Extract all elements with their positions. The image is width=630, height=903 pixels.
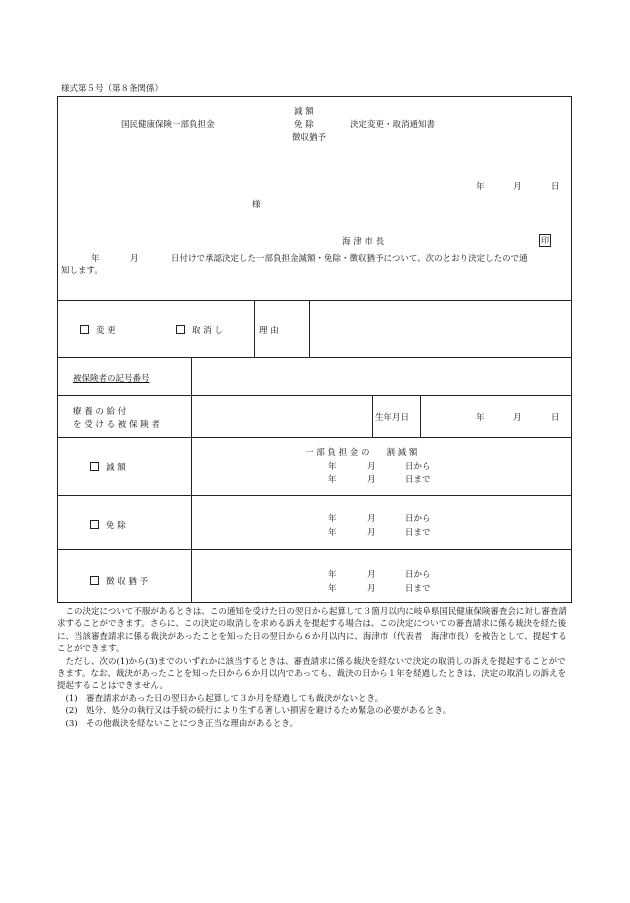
divider	[57, 437, 572, 438]
birthdate-month: 月	[513, 413, 522, 423]
divider	[57, 495, 572, 496]
title-main-right: 決定変更・取消通知書	[350, 120, 436, 130]
condition-item: (3) その他裁決を経ないことにつき正当な理由があるとき。	[65, 718, 299, 729]
reduction-to-day: 日まで	[405, 475, 431, 485]
checkbox-icon[interactable]	[90, 462, 99, 471]
checkbox-icon[interactable]	[176, 325, 185, 334]
divider	[57, 300, 572, 301]
benefit-label-2: を 受 け る 被 保 険 者	[73, 420, 160, 430]
intro-year: 年	[91, 254, 100, 264]
deferral-from-year: 年	[328, 570, 337, 580]
checkbox-icon[interactable]	[90, 520, 99, 529]
exemption-to-day: 日まで	[405, 528, 431, 538]
birthdate-day: 日	[551, 413, 560, 423]
intro-text: 日付けで承認決定した一部負担金減額・免除・徴収猶予について、次のとおり決定したので通	[171, 254, 528, 264]
insured-number-label: 被保険者の記号番号	[73, 374, 150, 384]
change-checkbox[interactable]: 変 更	[80, 324, 116, 336]
form-frame	[57, 96, 572, 603]
divider	[57, 395, 572, 396]
title-option-reduction: 減 額	[294, 107, 314, 117]
divider	[420, 395, 421, 437]
seal-mark: 印	[541, 236, 549, 245]
exemption-checkbox[interactable]: 免 除	[90, 519, 126, 531]
date-month: 月	[513, 182, 522, 192]
divider	[309, 300, 310, 357]
deferral-to-year: 年	[328, 584, 337, 594]
reduction-from-month: 月	[367, 462, 376, 472]
divider	[191, 357, 192, 603]
divider	[254, 300, 255, 357]
reduction-to-month: 月	[367, 475, 376, 485]
intro-month: 月	[130, 254, 139, 264]
deferral-to-day: 日まで	[405, 584, 431, 594]
divider	[57, 357, 572, 358]
benefit-label-1: 療 養 の 給 付	[73, 407, 127, 417]
divider	[57, 549, 572, 550]
date-year: 年	[476, 182, 485, 192]
exemption-from-month: 月	[367, 514, 376, 524]
reason-label: 理 由	[259, 326, 279, 336]
deferral-to-month: 月	[367, 584, 376, 594]
cancel-checkbox[interactable]: 取 消 し	[176, 324, 223, 336]
deferral-from-month: 月	[367, 570, 376, 580]
exemption-to-year: 年	[328, 528, 337, 538]
reduction-from-day: 日から	[405, 462, 431, 472]
exemption-to-month: 月	[367, 528, 376, 538]
note-paragraph: ただし、次の(1)から(3)までのいずれかに該当するときは、審査請求に係る裁決を経ないで決定の取消しの訴えを提起することができます。なお、裁決があったことを知った日から６か月以内であっても、裁決の日から１年を経過したときは、決定の取消しの訴えを提起することはできません。	[57, 656, 567, 692]
intro-text-cont: 知します。	[61, 266, 103, 276]
title-main-left: 国民健康保険一部負担金	[121, 120, 215, 130]
title-option-deferral: 徴収猶予	[292, 133, 327, 143]
notes	[57, 606, 572, 730]
exemption-from-day: 日から	[405, 514, 431, 524]
condition-item: (2) 処分、処分の執行又は手続の続行により生ずる著しい損害を避けるため緊急の必要があるとき。	[65, 706, 452, 717]
title-option-exemption: 免 除	[294, 120, 314, 130]
form-label: 様式第５号（第８条関係）	[61, 84, 164, 94]
birthdate-year: 年	[476, 413, 485, 423]
reduction-checkbox[interactable]: 減 額	[90, 461, 126, 473]
reduction-to-year: 年	[328, 475, 337, 485]
condition-item: (1) 審査請求があった日の翌日から起算して３か月を経過しても裁決がないとき。	[65, 693, 384, 704]
birthdate-label: 生年月日	[375, 413, 410, 423]
divider	[372, 395, 373, 437]
reduction-amount-line: 一 部 負 担 金 の 割 減 額	[305, 448, 418, 458]
date-day: 日	[551, 182, 560, 192]
checkbox-icon[interactable]	[90, 576, 99, 585]
deferral-checkbox[interactable]: 徴 収 猶 予	[90, 575, 148, 587]
addressee-suffix: 様	[252, 200, 261, 210]
note-paragraph: この決定について不服があるときは、この通知を受けた日の翌日から起算して３箇月以内に岐阜県国民健康保険審査会に対し審査請求することができます。さらに、この決定の取消しを求める訴えを提起する場合は、この決定についての審査請求に係る裁決を経た後に、当該審査請求に係る裁決があったことを知った日の翌日から６か月以内に、海津市（代表者 海津市長）を被告として、提起することができます。	[57, 607, 567, 655]
exemption-from-year: 年	[328, 514, 337, 524]
reduction-from-year: 年	[328, 462, 337, 472]
checkbox-icon[interactable]	[80, 325, 89, 334]
deferral-from-day: 日から	[405, 570, 431, 580]
issuer: 海 津 市 長	[342, 237, 385, 247]
